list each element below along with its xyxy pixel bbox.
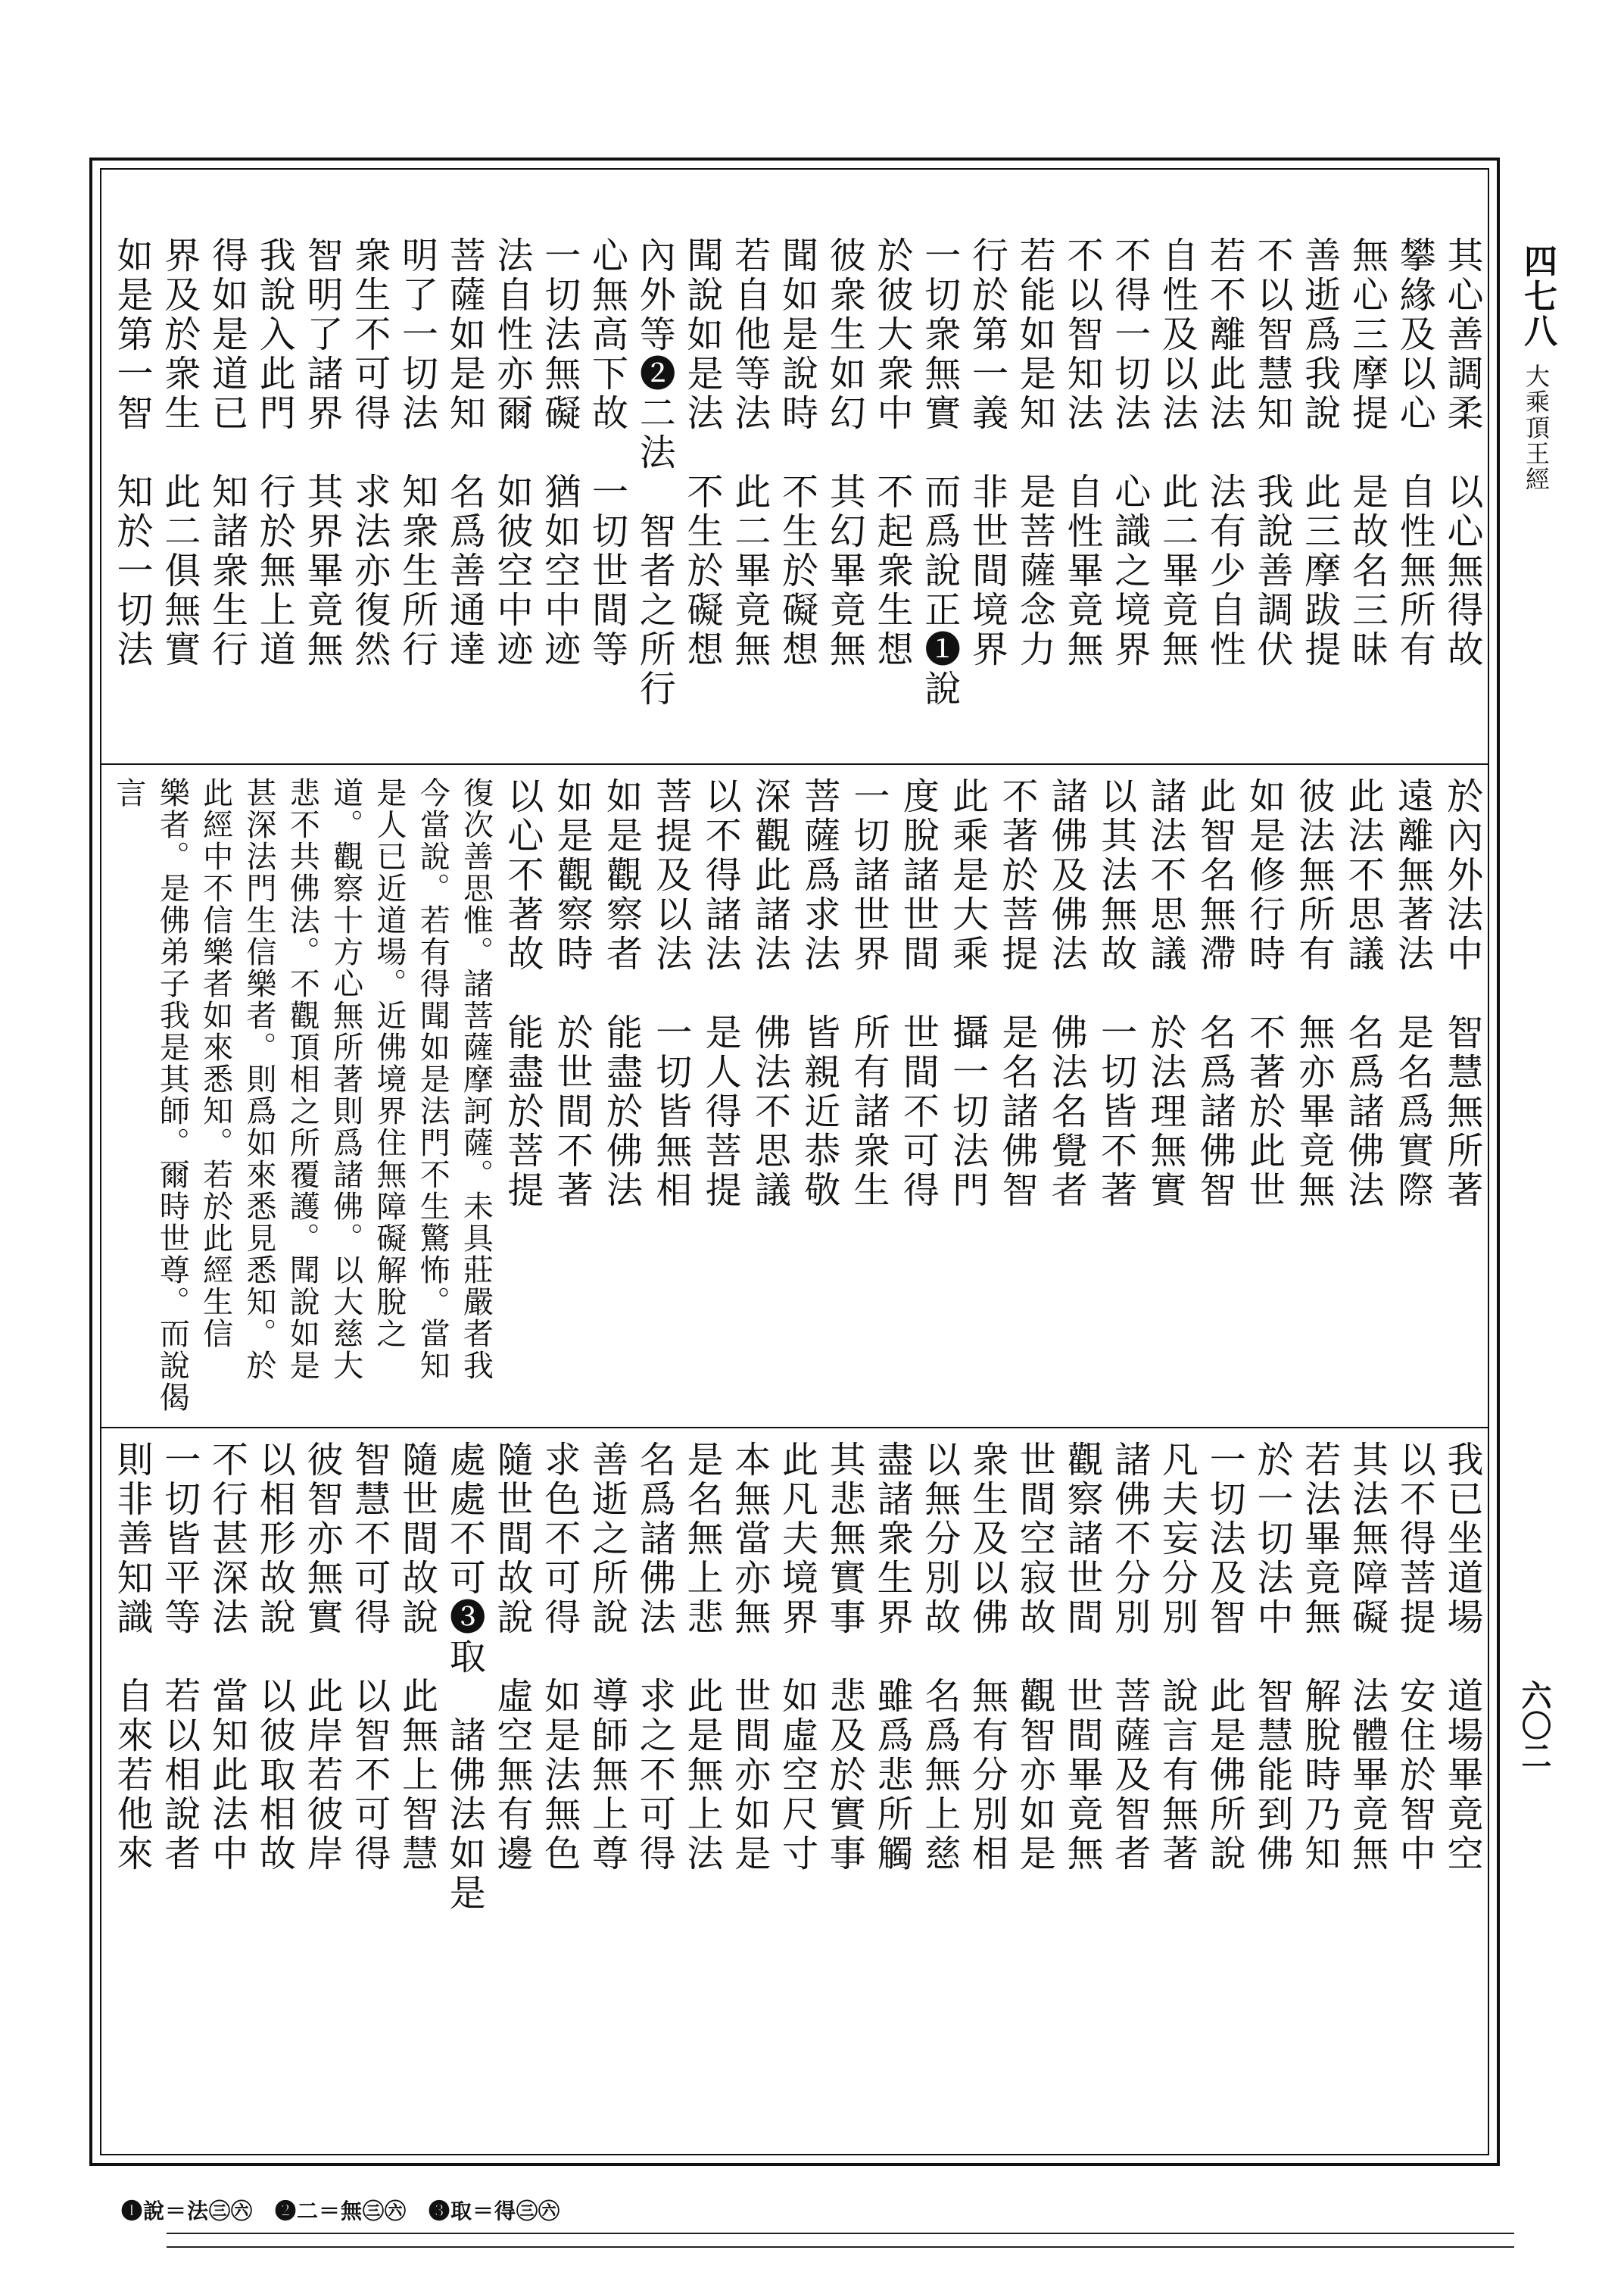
text-column: 以無分別故 名爲無上慈 [918, 1440, 961, 1874]
text-column: 若不離此法 法有少自性 [1203, 236, 1246, 669]
text-column: 無心三摩提 是故名三昧 [1345, 236, 1389, 669]
page-number: 四七八 [1518, 244, 1557, 348]
text-column: 得如是道已 知諸衆生行 [205, 236, 248, 669]
text-column: 則非善知識 自來若他來 [111, 1440, 153, 1874]
text-column: 以其法無故 一切皆不著 [1094, 777, 1137, 1210]
text-column: 我已坐道場 道場畢竟空 [1441, 1440, 1483, 1874]
text-column: 求色不可得 如是法無色 [538, 1440, 581, 1874]
text-column: 不得一切法 心識之境界 [1108, 236, 1151, 669]
bottom-rule-1 [167, 2233, 1514, 2234]
text-column: 度脫諸世間 世間不可得 [896, 777, 940, 1210]
text-column: 不著於菩提 是名諸佛智 [995, 777, 1038, 1210]
text-column: 是名無上悲 此是無上法 [681, 1440, 723, 1874]
text-column: 本無當亦無 世間亦如是 [728, 1440, 771, 1874]
text-column: 明了一切法 知衆生所行 [395, 236, 438, 669]
text-column: 法自性亦爾 如彼空中迹 [491, 236, 533, 669]
text-column: 若法畢竟無 解脫時乃知 [1298, 1440, 1341, 1874]
text-column: 悲不共佛法。不觀頂相之所覆護。聞說如是 [285, 777, 320, 1381]
text-column: 此經中不信樂者如來悉知。若於此經生信 [198, 777, 233, 1350]
text-column: 衆生及以佛 無有分別相 [965, 1440, 1008, 1874]
text-column: 如是觀察時 於世間不著 [550, 777, 594, 1210]
text-column: 菩薩爲求法 皆親近恭敬 [797, 777, 840, 1210]
text-column: 一切衆無實 而爲說正❶說 [918, 236, 961, 709]
text-column: 自性及以法 此二畢竟無 [1155, 236, 1199, 669]
text-panel-bottom [111, 1440, 1483, 2016]
text-column: 今當說。若有得聞如是法門不生驚怖。當知 [415, 777, 450, 1381]
text-column: 隨世間故說 虛空無有邊 [491, 1440, 533, 1874]
text-column: 如是觀察者 能盡於佛法 [600, 777, 643, 1210]
text-column: 道。觀察十方心無所著則爲諸佛。以大慈大 [328, 777, 363, 1381]
text-column: 聞如是說時 不生於礙想 [775, 236, 818, 669]
panel-divider-1 [100, 763, 1489, 765]
text-column: 諸法不思議 於法理無實 [1143, 777, 1186, 1210]
text-column: 其心善調柔 以心無得故 [1441, 236, 1483, 669]
text-column: 一切諸世界 所有諸衆生 [847, 777, 890, 1210]
text-column: 內外等❷二法 智者之所行 [633, 236, 676, 709]
text-column: 復次善思惟。諸菩薩摩訶薩。未具莊嚴者我 [458, 777, 494, 1381]
text-column: 以相形故說 以彼取相故 [253, 1440, 296, 1874]
text-column: 是人已近道場。近佛境界住無障礙解脫之 [371, 777, 407, 1350]
text-column: 彼衆生如幻 其幻畢竟無 [823, 236, 866, 669]
text-column: 其法無障礙 法體畢竟無 [1345, 1440, 1389, 1874]
text-column: 一切法無礙 猶如空中迹 [538, 236, 581, 669]
text-column: 於一切法中 智慧能到佛 [1251, 1440, 1293, 1874]
panel-divider-2 [100, 1427, 1489, 1428]
text-column: 此智名無滯 名爲諸佛智 [1193, 777, 1236, 1210]
text-column: 觀察諸世間 世間畢竟無 [1061, 1440, 1103, 1874]
text-column: 此凡夫境界 如虛空尺寸 [775, 1440, 818, 1874]
text-column: 聞說如是法 不生於礙想 [681, 236, 723, 669]
text-column: 彼法無所有 無亦畢竟無 [1292, 777, 1335, 1210]
book-title: 大乘頂王經 [1522, 364, 1551, 492]
text-column: 智慧不可得 以智不可得 [348, 1440, 391, 1874]
text-panel-middle [111, 777, 1483, 1413]
text-column: 心無高下故 一切世間等 [585, 236, 628, 669]
text-column: 於彼大衆中 不起衆生想 [871, 236, 913, 669]
footnotes: ❶說＝法㊂㊅ ❷二＝無㊂㊅ ❸取＝得㊂㊅ [121, 2199, 561, 2224]
text-column: 不行甚深法 當知此法中 [205, 1440, 248, 1874]
text-column: 智明了諸界 其界畢竟無 [301, 236, 343, 669]
text-column: 若能如是知 是菩薩念力 [1013, 236, 1056, 669]
text-column: 於內外法中 智慧無所著 [1440, 777, 1483, 1210]
text-column: 不以智慧知 我說善調伏 [1251, 236, 1293, 669]
text-column: 深觀此諸法 佛法不思議 [748, 777, 791, 1210]
text-column: 若自他等法 此二畢竟無 [728, 236, 771, 669]
text-column: 界及於衆生 此二俱無實 [157, 236, 201, 669]
text-column: 一切皆平等 若以相說者 [157, 1440, 201, 1874]
text-column: 攀緣及以心 自性無所有 [1393, 236, 1436, 669]
text-column: 菩提及以法 一切皆無相 [649, 777, 692, 1210]
text-column: 以心不著故 能盡於菩提 [500, 777, 544, 1210]
text-column: 世間空寂故 觀智亦如是 [1013, 1440, 1056, 1874]
text-column: 我說入此門 行於無上道 [253, 236, 296, 669]
text-column: 行於第一義 非世間境界 [965, 236, 1008, 669]
text-column: 盡諸衆生界 雖爲悲所觸 [871, 1440, 913, 1874]
text-column: 其悲無實事 悲及於實事 [823, 1440, 866, 1874]
text-column: 甚深法門生信樂者。則爲如來悉見悉知。於 [241, 777, 276, 1381]
text-column: 善逝之所說 導師無上尊 [585, 1440, 628, 1874]
text-column: 此法不思議 名爲諸佛法 [1342, 777, 1385, 1210]
text-column: 如是修行時 不著於此世 [1242, 777, 1286, 1210]
text-column: 諸佛不分別 菩薩及智者 [1108, 1440, 1151, 1874]
text-column: 彼智亦無實 此岸若彼岸 [301, 1440, 343, 1874]
text-column: 隨世間故說 此無上智慧 [395, 1440, 438, 1874]
text-column: 樂者。是佛弟子我是其師。爾時世尊。而說偈 [154, 777, 190, 1413]
text-column: 名爲諸佛法 求之不可得 [633, 1440, 676, 1874]
text-column: 衆生不可得 求法亦復然 [348, 236, 391, 669]
text-column: 一切法及智 此是佛所說 [1203, 1440, 1246, 1874]
bottom-rule-2 [167, 2246, 1514, 2248]
text-column: 凡夫妄分別 說言有無著 [1155, 1440, 1199, 1874]
text-column: 此乘是大乘 攝一切法門 [946, 777, 989, 1210]
folio-number: 六〇二 [1516, 1680, 1552, 1771]
text-column: 處處不可❸取 諸佛法如是 [443, 1440, 486, 1913]
text-column: 諸佛及佛法 佛法名覺者 [1045, 777, 1088, 1210]
text-column: 言 [111, 777, 146, 809]
text-panel-top [111, 236, 1483, 751]
text-column: 遠離無著法 是名爲實際 [1391, 777, 1434, 1210]
text-column: 不以智知法 自性畢竟無 [1061, 236, 1103, 669]
text-column: 以不得菩提 安住於智中 [1393, 1440, 1436, 1874]
text-column: 菩薩如是知 名爲善通達 [443, 236, 486, 669]
text-column: 以不得諸法 是人得菩提 [699, 777, 742, 1210]
text-column: 如是第一智 知於一切法 [111, 236, 153, 669]
text-column: 善逝爲我說 此三摩跋提 [1298, 236, 1341, 669]
